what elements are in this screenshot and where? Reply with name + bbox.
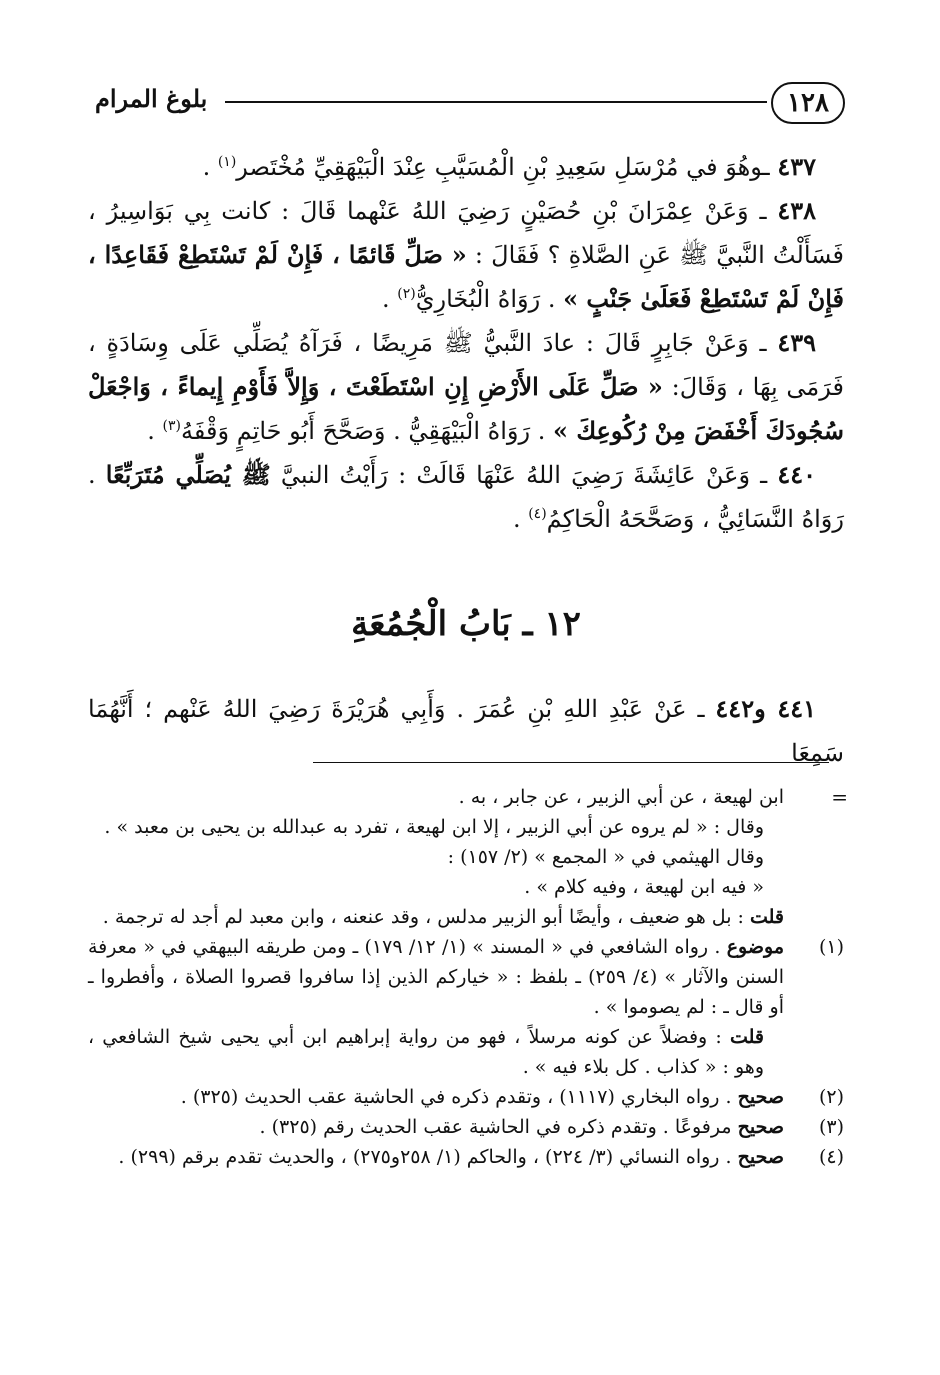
hadith-number: ٤٤١ و٤٤٢	[715, 694, 816, 723]
footnote-number: (٣)	[818, 1116, 844, 1138]
grade-label: موضوع	[726, 936, 784, 958]
hadith-number: ٤٤٠	[777, 460, 816, 489]
hadith-intro: ـ وَعَنْ عَائِشَةَ رَضِيَ اللهُ عَنْهَا قَالَتْ : رَأَيْتُ النبيَّ	[270, 461, 778, 489]
qult-paragraph	[88, 902, 844, 932]
grade-label: صحيح	[737, 1116, 784, 1138]
footnote-text: مرفوعًا . وتقدم ذكره في الحاشية عقب الحديث رقم (٣٢٥) .	[259, 1116, 738, 1138]
continuation-mark: =	[831, 785, 848, 809]
footnote-2	[88, 1082, 844, 1112]
footnotes	[88, 782, 848, 1172]
footnote-number: (٢)	[818, 1086, 844, 1108]
footnote-ref[interactable]: (٤)	[528, 506, 547, 522]
hadith-tail: .	[202, 153, 218, 181]
hadith-end: .	[512, 505, 529, 533]
page-header	[95, 82, 845, 128]
footnote-number: (٤)	[818, 1146, 844, 1168]
continuation-line: « فيه ابن لهيعة ، وفيه كلام » .	[524, 876, 764, 898]
hadith-number: ٤٣٧	[777, 152, 816, 181]
page-number: ١٢٨	[771, 82, 845, 124]
footnote-ref[interactable]: (٢)	[397, 286, 416, 302]
hadith-437	[88, 145, 844, 189]
continuation-line: ابن لهيعة ، عن أبي الزبير ، عن جابر ، به .	[458, 786, 784, 808]
hadith-439	[88, 321, 844, 453]
hadith-end: .	[147, 417, 163, 445]
qult-label: قلت	[749, 906, 784, 928]
main-text	[88, 145, 844, 775]
hadith-440	[88, 453, 844, 541]
hadith-tail: . رَوَاهُ الْبَيْهَقِيُّ . وَصَحَّحَ أَبُو حَاتِمٍ وَقْفَهُ	[181, 417, 553, 445]
hadith-quote: « صَلِّ قَائمًا ، فَإِنْ لَمْ تَسْتَطِعْ فَقَاعِدًا ، فَإِنْ لَمْ تَسْتَطِعْ فَعَلَىٰ جَنْبٍ »	[88, 240, 844, 313]
footnote-ref[interactable]: (٣)	[162, 418, 182, 434]
footnote-3	[88, 1112, 844, 1142]
footnote-number: (١)	[818, 936, 844, 958]
hadith-tail: . رَوَاهُ النَّسَائِيُّ ، وَصَحَّحَهُ الْحَاكِمُ	[88, 461, 844, 533]
grade-label: صحيح	[737, 1146, 784, 1168]
hadith-intro: ـ وَعَنْ جَابِرٍ قَالَ : عادَ النَّبيُّ ﷺ مَرِيضًا ، فَرَآهُ يُصَلِّي عَلَى وِسَادَةٍ ، فَرَمَى بِهَا ، وَقَالَ:	[88, 329, 844, 401]
hadith-quote: ﷺ يُصَلِّي مُتَرَبِّعًا	[105, 460, 271, 489]
book-title: بلوغ المرام	[95, 84, 208, 113]
continuation-line: وقال الهيثمي في « المجمع » (٢/ ١٥٧) :	[447, 846, 764, 868]
footnote-1	[88, 932, 844, 1082]
footnote-separator	[313, 762, 829, 763]
hadith-text: ـ عَنْ عَبْدِ اللهِ بْنِ عُمَرَ . وَأَبِي هُرَيْرَةَ رَضِيَ اللهُ عَنْهم ؛ أَنَّهُمَا سَمِعَا	[88, 695, 844, 767]
hadith-quote: « صَلِّ عَلَى الأَرْضِ إِنِ اسْتَطَعْتَ ، وَإِلاَّ فَأَوْمِ إِيماءً ، وَاجْعَلْ سُجُودَكَ أَخْفَضَ مِنْ رُكُوعِكَ »	[88, 372, 844, 445]
qult-text: : بل هو ضعيف ، وأيضًا أبو الزبير مدلس ، وقد عنعنه ، وابن معبد لم أجد له ترجمة .	[102, 906, 750, 928]
footnote-4	[88, 1142, 844, 1172]
footnote-text: . رواه النسائي (٣/ ٢٢٤) ، والحاكم (١/ ٢٥٨و٢٧٥) ، والحديث تقدم برقم (٢٩٩) .	[118, 1146, 738, 1168]
footnote-text: . رواه البخاري (١١١٧) ، وتقدم ذكره في الحاشية عقب الحديث (٣٢٥) .	[180, 1086, 738, 1108]
hadith-number: ٤٣٩	[777, 328, 816, 357]
grade-label: صحيح	[737, 1086, 784, 1108]
qult-label: قلت	[729, 1026, 764, 1048]
continuation-line: وقال : « لم يروه عن أبي الزبير ، إلا ابن لهيعة ، تفرد به عبدالله بن يحيى بن معبد » .	[104, 816, 764, 838]
hadith-438	[88, 189, 844, 321]
hadith-tail: . رَوَاهُ الْبُخَارِيُّ	[415, 285, 564, 313]
qult-text: : وفضلاً عن كونه مرسلاً ، فهو من رواية إبراهيم ابن أبي يحيى شيخ الشافعي ، وهو : « كذاب . كل بلاء فيه » .	[88, 1026, 764, 1078]
hadith-intro: ـ وَعَنْ عِمْرَانَ بْنِ حُصَيْنٍ رَضِيَ اللهُ عَنْهما قَالَ : كانت بِي بَوَاسِيرُ ، فَسَأَلْتُ النَّبيَّ ﷺ عَنِ الصَّلاةِ ؟ فَقَالَ :	[88, 197, 845, 269]
continuation-block	[88, 782, 848, 932]
hadith-text: ـوهُوَ في مُرْسَلِ سَعِيدِ بْنِ الْمُسَيَّبِ عِنْدَ الْبَيْهَقِيِّ مُخْتَصر	[236, 153, 778, 181]
footnote-text: . رواه الشافعي في « المسند » (١/ ١٢/ ١٧٩) ـ ومن طريقه البيهقي في « معرفة السنن والآثار » (٤/ ٢٥٩) ـ بلفظ : « خياركم الذين إذا سافروا قصروا الصلاة ، وأفطروا ـ أو قال ـ : لم يصوموا » .	[88, 936, 784, 1018]
hadith-end: .	[382, 285, 398, 313]
footnote-ref[interactable]: (١)	[217, 154, 237, 170]
hadith-number: ٤٣٨	[777, 196, 816, 225]
header-rule	[225, 101, 767, 103]
chapter-title: ١٢ ـ بَابُ الْجُمُعَةِ	[351, 604, 581, 644]
